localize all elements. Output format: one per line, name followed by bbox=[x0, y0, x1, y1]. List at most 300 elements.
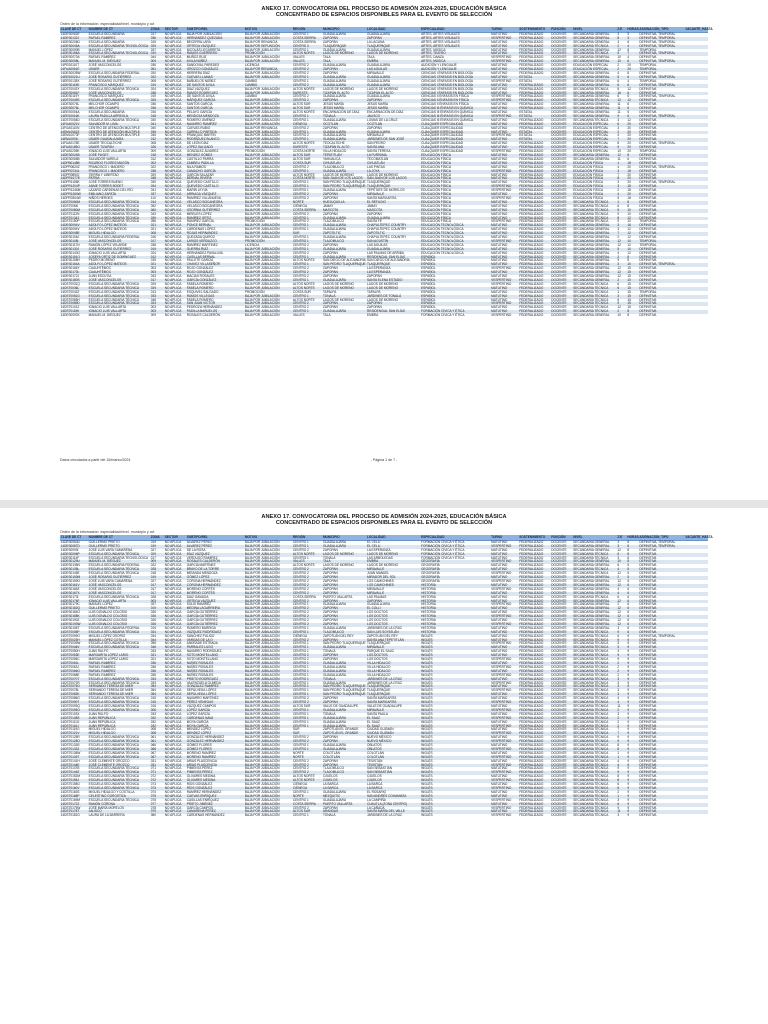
table-cell: JOSÉ ROSARIO GUTIÉRREZ bbox=[88, 78, 132, 83]
table-cell: ÁVILA NÚÑEZ bbox=[186, 60, 244, 64]
table-cell: NO APLICA bbox=[164, 810, 186, 814]
table-cell: BAJA POR JUBILACIÓN bbox=[244, 305, 280, 310]
table-cell: 15 bbox=[627, 274, 631, 279]
table-cell: CENTRO 2 bbox=[292, 578, 309, 583]
table-cell: MANUEL M. DIÉGUEZ bbox=[88, 313, 121, 318]
table-cell: MATUTINO bbox=[491, 662, 519, 666]
table-cell: NO APLICA bbox=[164, 563, 182, 568]
table-cell: 10 bbox=[617, 313, 621, 318]
table-cell: EDUCACIÓN TECNOLÓGICA bbox=[421, 227, 464, 232]
table-cell: 6 bbox=[617, 78, 620, 83]
table-cell: LAGOS DE MORENO bbox=[322, 172, 355, 177]
table-cell: VESPERTINO bbox=[491, 797, 512, 802]
table-cell: 009 bbox=[150, 60, 164, 64]
table-cell: DEFINITIVA bbox=[639, 750, 657, 755]
table-cell: PÉREZ VENEGAS bbox=[186, 701, 244, 705]
table-cell: DOCENTE bbox=[551, 94, 567, 99]
table-cell: MATUTINO bbox=[491, 84, 519, 88]
table-cell: ARTES, ARTES VISUALES bbox=[420, 45, 490, 49]
table-cell: DOCENTE bbox=[551, 646, 573, 650]
table-cell: 14DST0125R bbox=[60, 735, 80, 740]
table-cell: JESÚS MARÍA bbox=[366, 107, 420, 111]
table-cell: DEFINITIVA bbox=[639, 568, 685, 572]
table-cell: DEFINITIVA bbox=[639, 735, 657, 740]
table-cell: 3 bbox=[617, 555, 620, 560]
table-cell: ESCUELA SECUNDARIA TÉCNICA bbox=[88, 771, 150, 775]
table-cell: BAJA POR JUBILACIÓN bbox=[244, 310, 292, 314]
table-cell: MANUEL LÓPEZ bbox=[88, 602, 113, 607]
table-cell: MATUTINO bbox=[491, 39, 508, 44]
table-cell: VARGAS DE LA O bbox=[186, 639, 244, 643]
table-cell: PRIETO RODRÍGUEZ bbox=[186, 678, 244, 682]
table-cell: 14DST0046V bbox=[60, 646, 88, 650]
table-cell: SANTA MARGARITA bbox=[367, 696, 397, 701]
table-cell: 14DES0156A bbox=[60, 52, 88, 56]
table-cell: 14FUA0178E bbox=[60, 141, 80, 146]
table-cell: DEFINITIVA bbox=[639, 725, 685, 729]
table-cell: CENTRO 1 bbox=[292, 248, 322, 252]
table-cell: 20 bbox=[627, 63, 631, 68]
table-cell: BAJA POR JUBILACIÓN bbox=[244, 688, 280, 693]
table-cell: ESCUELA SECUNDARIA TECNOLÓGICA bbox=[88, 52, 150, 56]
table-cell: 033 bbox=[150, 678, 164, 682]
column-header: SECTOR bbox=[164, 27, 186, 32]
table-cell: NO APLICA bbox=[164, 266, 182, 271]
table-cell: LAS PALMAS DE ARRIBA bbox=[367, 250, 404, 255]
table-cell: DE SANTOS ÁVILA bbox=[186, 84, 244, 88]
table-cell: 8 bbox=[627, 256, 639, 260]
table-cell: DOCENTE bbox=[551, 39, 567, 44]
table-cell: ZAPOPAN bbox=[322, 571, 338, 576]
table-cell: FEDERALIZADO bbox=[519, 94, 544, 99]
table-cell: FEDERALIZADO bbox=[519, 571, 544, 576]
table-cell: CHAPULTEPEC COUNTRY bbox=[367, 227, 407, 232]
table-cell: TLAJOMULCO bbox=[322, 631, 366, 635]
table-cell: DOCENTE bbox=[551, 185, 573, 189]
table-cell: FEDERALIZADO bbox=[519, 701, 551, 705]
table-cell: GUADALAJARA bbox=[322, 235, 346, 240]
table-cell: 14DST0116J bbox=[60, 725, 88, 729]
table-cell: DEFINITIVA bbox=[639, 146, 685, 150]
table-cell: 14DST0108S bbox=[60, 717, 88, 721]
table-cell: SECUNDARIA TÉCNICA bbox=[573, 568, 617, 572]
table-row bbox=[60, 314, 708, 318]
table-cell: SECUNDARIA TÉCNICA bbox=[573, 813, 609, 818]
table-cell: 6 bbox=[627, 94, 630, 99]
table-cell: SECUNDARIA TÉCNICA bbox=[573, 810, 617, 814]
table-cell: ALTOS NORTE bbox=[292, 52, 322, 56]
table-cell: 9 bbox=[617, 654, 627, 658]
table-cell: MATUTINO bbox=[491, 86, 508, 91]
table-cell: BAJA POR JUBILACIÓN bbox=[244, 37, 292, 41]
table-cell: ESCUELA SECUNDARIA TÉCNICA bbox=[88, 740, 150, 744]
table-cell: GUADALAJARA bbox=[322, 646, 366, 650]
table-cell: EDUCACIÓN TECNOLÓGICA bbox=[420, 224, 490, 228]
table-cell: 029 bbox=[150, 281, 156, 286]
table-cell: DEFINITIVA bbox=[639, 797, 657, 802]
table-cell: VESPERTINO bbox=[491, 313, 512, 318]
table-cell: 14DST0066G bbox=[60, 670, 88, 674]
table-cell: 6 bbox=[617, 94, 620, 99]
table-cell: DEFINITIVA bbox=[639, 615, 685, 619]
table-cell: 14DES0093I bbox=[60, 547, 79, 552]
table-cell: 054 bbox=[150, 688, 156, 693]
table-cell: NO APLICA bbox=[164, 68, 186, 72]
table-cell: ESCUELA SECUNDARIA FEDERAL bbox=[88, 235, 140, 240]
table-cell: NO APLICA bbox=[164, 725, 186, 729]
table-cell: COLOTLÁN bbox=[366, 756, 420, 760]
table-cell: 14DST0042Z bbox=[60, 289, 80, 294]
table-cell: DEFINITIVA bbox=[639, 766, 657, 771]
table-cell: CASTILLO PARRA bbox=[186, 156, 214, 161]
table-cell: MIGUEL LÓPEZ OSORIO bbox=[88, 633, 126, 638]
table-cell: BAJA POR JUBILACIÓN bbox=[244, 610, 280, 615]
table-cell: 14DES0166Y bbox=[60, 266, 80, 271]
table-cell: LARIOS VERDUZCO bbox=[186, 240, 244, 244]
table-cell: DOCENTE bbox=[551, 696, 567, 701]
table-cell: LA LAGUNA bbox=[367, 39, 385, 44]
column-header: Z.E bbox=[617, 535, 627, 540]
table-cell: DOCENTE bbox=[551, 55, 567, 60]
table-cell: CAMARENA PÉREZ bbox=[186, 810, 244, 814]
table-cell: BAJA POR JUBILACIÓN bbox=[244, 607, 292, 611]
table-cell: ESCUELA SECUNDARIA TÉCNICA bbox=[88, 756, 150, 760]
table-cell: GUADALAJARA bbox=[322, 279, 366, 283]
table-cell: DOCENTE bbox=[551, 735, 567, 740]
table-cell: DOCENTE bbox=[551, 693, 573, 697]
table-cell: DOCENTE bbox=[551, 217, 573, 221]
table-cell: MIGUEL HIDALGO bbox=[88, 232, 150, 236]
table-cell: MÁRQUEZ GARCÍA bbox=[186, 99, 244, 103]
table-cell: OSORNIA GUTIÉRREZ bbox=[186, 209, 244, 213]
table-cell: ZAPOPAN bbox=[322, 125, 338, 130]
table-cell: VESPERTINO bbox=[491, 680, 512, 685]
table-cell: EDUCACIÓN FÍSICA bbox=[420, 170, 490, 174]
table-cell: 2 bbox=[617, 725, 627, 729]
table-cell: MATUTINO bbox=[491, 803, 519, 807]
table-cell: BERNAL RIVERA bbox=[186, 177, 244, 181]
column-header: ESPECIALIDAD bbox=[420, 27, 490, 32]
table-cell: FRANCISCO I. MADERO bbox=[88, 170, 150, 174]
table-cell: GEOGRAFÍA bbox=[420, 576, 490, 580]
table-cell: NO APLICA bbox=[164, 162, 186, 166]
table-cell: DOCENTE bbox=[551, 149, 567, 154]
table-cell: DOCENTE bbox=[551, 703, 567, 708]
table-cell: SECUNDARIA TÉCNICA bbox=[573, 297, 609, 302]
table-cell: 15 bbox=[627, 289, 631, 294]
table-cell: NO APLICA bbox=[164, 709, 186, 713]
table-cell: SECUNDARIA TÉCNICA bbox=[573, 289, 609, 294]
table-cell: NILA RAMOS bbox=[186, 164, 206, 169]
table-cell: NO APLICA bbox=[164, 149, 182, 154]
table-cell: 024 bbox=[150, 250, 156, 255]
table-cell: FORMACIÓN CÍVICA Y ÉTICA bbox=[420, 553, 490, 557]
table-cell: 036 bbox=[150, 672, 156, 677]
table-cell: 071 bbox=[150, 766, 156, 771]
table-cell: SECUNDARIA TÉCNICA bbox=[573, 693, 617, 697]
table-cell: SUR bbox=[292, 732, 322, 736]
table-cell: DOCENTE bbox=[551, 717, 573, 721]
table-cell: DEFINITIVA bbox=[639, 131, 685, 135]
table-cell: 15 bbox=[627, 287, 639, 291]
table-cell: DOCENTE bbox=[551, 164, 567, 169]
table-cell: BAÑUELOS NÚÑEZ bbox=[186, 78, 216, 83]
table-cell: EL CELLI bbox=[367, 539, 381, 544]
table-cell: MORENO RAMÍREZ bbox=[186, 750, 216, 755]
table-cell: 1 bbox=[617, 795, 627, 799]
table-cell: NUEVO MÉXICO bbox=[367, 735, 392, 740]
column-header: TURNO bbox=[491, 535, 519, 540]
table-cell: DOCENTE bbox=[551, 172, 567, 177]
table-cell: FEDERALIZADO bbox=[519, 623, 551, 627]
table-cell: FEDERALIZADO bbox=[519, 188, 544, 193]
table-cell: GUADALAJARA bbox=[322, 664, 346, 669]
table-cell: GUADALAJARA bbox=[367, 63, 391, 68]
table-cell: FEDERALIZADO bbox=[519, 672, 544, 677]
table-cell: ALTOS NORTE bbox=[292, 172, 315, 177]
table-cell: MATUTINO bbox=[491, 646, 519, 650]
table-cell: FEDERALIZADO bbox=[519, 563, 544, 568]
table-cell: CENTRO 2 bbox=[292, 242, 309, 247]
table-cell: 6 bbox=[627, 618, 630, 623]
table-cell: 9 bbox=[617, 766, 620, 771]
table-cell: 3 bbox=[617, 180, 620, 185]
table-cell: FEDERALIZADO bbox=[519, 289, 544, 294]
table-cell: DOCENTE bbox=[551, 740, 573, 744]
table-cell: TEPATITLÁN bbox=[322, 154, 366, 158]
table-cell: MASCOTA bbox=[322, 209, 366, 213]
table-cell: FEDERALIZADO bbox=[519, 170, 551, 174]
table-cell: ESPAÑOL bbox=[420, 279, 490, 283]
table-cell: 1 bbox=[617, 201, 627, 205]
table-cell: BAJA POR JUBILACIÓN bbox=[244, 203, 280, 208]
table-cell: SANTA MARGARITA bbox=[366, 701, 420, 705]
table-cell: ESTATAL bbox=[519, 133, 533, 138]
table-cell: BAJA POR JUBILACIÓN bbox=[244, 547, 280, 552]
table-cell: ESCUELA SECUNDARIA TÉCNICA bbox=[88, 117, 140, 122]
table-cell: DOCENTE bbox=[551, 47, 567, 52]
table-cell: ZAPOPAN bbox=[322, 592, 366, 596]
table-cell: SANTA ELENA ESTADIO bbox=[366, 279, 420, 283]
table-cell: 110 bbox=[150, 195, 156, 200]
table-cell: BAJA POR JUBILACIÓN bbox=[244, 156, 280, 161]
column-header: NOMBRE DE CT bbox=[88, 535, 150, 540]
table-cell: CENTRO 1 bbox=[292, 797, 309, 802]
table-cell: TEMPORAL bbox=[639, 242, 657, 247]
table-cell: CAMACHO GARCÍA bbox=[186, 170, 244, 174]
table-cell: BAJA POR JUBILACIÓN bbox=[244, 263, 292, 267]
table-cell: 9 bbox=[627, 649, 630, 654]
table-cell: EDUCACIÓN ESPECIAL bbox=[573, 138, 617, 142]
table-cell: 14DPR0734L bbox=[60, 170, 88, 174]
table-cell: 039 bbox=[150, 217, 164, 221]
table-cell: 12 bbox=[627, 250, 631, 255]
table-cell: 9 bbox=[627, 764, 639, 768]
table-cell: ESCUELA SECUNDARIA TÉCNICA bbox=[88, 217, 150, 221]
table-cell: VILLA HIDALGO bbox=[367, 672, 391, 677]
table-cell: GARCÍA GUTIÉRREZ bbox=[186, 623, 244, 627]
table-cell: VÁZQUEZ RODRÍGUEZ bbox=[186, 631, 244, 635]
table-cell: 9 bbox=[617, 771, 627, 775]
table-cell: 18 bbox=[627, 195, 631, 200]
table-cell: SECUNDARIA GENERAL bbox=[573, 37, 617, 41]
table-cell: INGLÉS bbox=[421, 672, 433, 677]
table-cell: SAN JUAN DE LOS LAGOS bbox=[366, 177, 420, 181]
table-cell: GUADALAJARA bbox=[367, 31, 391, 36]
table-cell: DEFINITIVA bbox=[639, 201, 685, 205]
table-cell: SECUNDARIA TÉCNICA bbox=[573, 631, 617, 635]
table-cell: DEFINITIVA bbox=[639, 701, 685, 705]
table-cell: 008 bbox=[150, 732, 164, 736]
table-cell: FEDERALIZADO bbox=[519, 313, 544, 318]
table-cell: ESPAÑOL bbox=[420, 295, 490, 299]
table-cell: NO APLICA bbox=[164, 672, 182, 677]
table-cell: CENTRO 2 bbox=[292, 592, 322, 596]
table-cell: 9 bbox=[627, 748, 639, 752]
table-cell: 6 bbox=[627, 594, 630, 599]
table-cell: BAJA POR JUBILACIÓN bbox=[244, 680, 280, 685]
table-cell: DEFINITIVA bbox=[639, 631, 685, 635]
table-cell: VESPERTINO bbox=[491, 266, 512, 271]
table-cell: CIENCIAS III ÉNFASIS EN QUÍMICA bbox=[421, 110, 474, 115]
document-page-1 bbox=[60, 0, 713, 498]
table-cell: RAMÓN LÓPEZ VELARDE bbox=[88, 242, 128, 247]
table-cell: NO APLICA bbox=[164, 185, 186, 189]
table-cell: 9 bbox=[627, 646, 639, 650]
table-cell: 060 bbox=[150, 209, 164, 213]
table-cell: DOCENTE bbox=[551, 633, 567, 638]
table-cell: CENTRO DE ATENCIÓN MÚLTIPLE bbox=[88, 131, 150, 135]
table-cell: LUIS DONALDO COLOSIO bbox=[88, 615, 150, 619]
table-cell: CENTRO 2 bbox=[292, 250, 309, 255]
table-cell: HERNÁNDEZ PAVALUVA bbox=[186, 250, 223, 255]
table-cell: 021 bbox=[150, 227, 156, 232]
table-cell: CASILLAS BERNAL bbox=[186, 256, 244, 260]
table-cell: MATUTINO bbox=[491, 235, 508, 240]
table-cell: SAN PEDRO bbox=[367, 141, 386, 146]
table-cell: INGLÉS bbox=[421, 727, 433, 732]
table-cell: 14DES0138L bbox=[60, 568, 88, 572]
table-cell: SAN JUAN DE LOS LAGOS bbox=[322, 177, 366, 181]
table-cell: DOCENTE bbox=[551, 125, 567, 130]
table-cell: BAJA POR JUBILACIÓN bbox=[244, 539, 280, 544]
table-cell: MIRAVALLE bbox=[367, 586, 385, 591]
table-cell: JUAN REPÚBLICA bbox=[88, 719, 116, 724]
table-cell: GUADALAJARA bbox=[322, 217, 366, 221]
table-cell: FEDERALIZADO bbox=[519, 211, 544, 216]
table-cell: SAN SEBASTIÁN bbox=[367, 766, 392, 771]
table-cell: INGLÉS bbox=[421, 758, 433, 763]
table-cell: DEFINITIVA bbox=[639, 295, 685, 299]
table-cell: 12 bbox=[617, 623, 627, 627]
table-cell: FEDERALIZADO bbox=[519, 732, 551, 736]
table-cell: BAJA POR RENUNCIA bbox=[244, 39, 278, 44]
table-cell: 3 bbox=[617, 693, 627, 697]
table-cell: BAJA POR JUBILACIÓN bbox=[244, 701, 292, 705]
table-cell: ESPAÑOL bbox=[420, 302, 490, 306]
table-cell: NIÑOS HÉROES bbox=[88, 195, 113, 200]
table-cell: SECUNDARIA TÉCNICA bbox=[573, 789, 609, 794]
table-cell: JARDINES DE SAN JOSÉ bbox=[366, 138, 420, 142]
table-cell: 003 bbox=[150, 266, 156, 271]
table-cell: IGNACIO LUIS VALLARTA bbox=[88, 250, 127, 255]
table-cell: MACIAS ROSALES bbox=[186, 274, 215, 279]
table-cell: LOS DOCTOS bbox=[367, 657, 388, 662]
table-cell: MENDEZ GÓMEZ bbox=[186, 154, 244, 158]
table-cell: FABELA ROMERO bbox=[186, 287, 244, 291]
table-cell: ALTOS NORTE bbox=[292, 779, 322, 783]
table-cell: DEFINITIVA bbox=[639, 256, 685, 260]
table-cell: ESCUELA SECUNDARIA TÉCNICA bbox=[88, 750, 140, 755]
table-cell: 027 bbox=[150, 547, 156, 552]
table-cell: NO APLICA bbox=[164, 646, 186, 650]
table-cell: DOCENTE bbox=[551, 177, 573, 181]
table-cell: VESPERTINO bbox=[491, 78, 512, 83]
table-cell: 9 bbox=[617, 211, 620, 216]
table-cell: DOCENTE bbox=[551, 631, 573, 635]
table-cell: GUADALAJARA bbox=[322, 224, 366, 228]
table-cell: INGLÉS bbox=[421, 782, 433, 787]
table-cell: NO APLICA bbox=[164, 555, 182, 560]
table-cell: BAJA POR JUBILACIÓN bbox=[244, 258, 280, 263]
table-cell: CIENCIAS II ÉNFASIS EN FÍSICA bbox=[421, 102, 469, 107]
table-cell: 036 bbox=[150, 63, 156, 68]
table-cell: SECUNDARIA TÉCNICA bbox=[573, 750, 609, 755]
table-cell: 12 bbox=[627, 227, 631, 232]
table-cell: DOCENTE bbox=[551, 297, 567, 302]
table-cell: SECUNDARIA GENERAL bbox=[573, 313, 610, 318]
table-cell: TONALÁ bbox=[322, 295, 366, 299]
table-cell: FEDERALIZADO bbox=[519, 84, 551, 88]
table-cell: 8 bbox=[627, 203, 630, 208]
table-cell: DEFINITIVA bbox=[639, 670, 685, 674]
table-cell: NO APLICA bbox=[164, 545, 186, 549]
table-cell: CIENCIAS III ÉNFASIS EN QUÍMICA bbox=[421, 117, 474, 122]
table-cell: BAJA POR JUBILACIÓN bbox=[244, 727, 280, 732]
table-cell: 3 bbox=[617, 117, 620, 122]
table-cell: 9 bbox=[627, 711, 630, 716]
table-cell: ZAPOPAN bbox=[322, 211, 338, 216]
table-cell: 032 bbox=[150, 719, 156, 724]
table-cell: BAJA POR JUBILACIÓN bbox=[244, 224, 292, 228]
table-cell: ESPAÑOL bbox=[421, 297, 436, 302]
table-cell: 14EES0004A bbox=[60, 110, 80, 115]
table-cell: DEFINITIVA bbox=[639, 623, 685, 627]
table-cell: ALTOS NORTE bbox=[292, 774, 315, 779]
table-cell: BAJA POR JUBILACIÓN bbox=[244, 810, 292, 814]
table-cell: DOCENTE bbox=[551, 641, 567, 646]
table-cell: 9 bbox=[627, 771, 639, 775]
table-cell: ARIAS PLASCENCIA bbox=[186, 758, 217, 763]
table-cell: 1 bbox=[617, 756, 627, 760]
table-cell: SECUNDARIA TÉCNICA bbox=[573, 553, 617, 557]
table-cell: DOCENTE bbox=[551, 256, 573, 260]
table-cell: SECUNDARIA TÉCNICA bbox=[573, 696, 609, 701]
column-header: NOMBRE DE CT bbox=[88, 27, 150, 32]
table-cell: HISTORIA bbox=[420, 631, 490, 635]
table-cell: 14DST0086G bbox=[60, 696, 80, 701]
table-cell: 14DES0094V bbox=[60, 227, 80, 232]
table-cell: YAHUALICA bbox=[322, 156, 341, 161]
table-cell: 2 bbox=[617, 717, 627, 721]
table-cell: BAJA POR JUBILACIÓN bbox=[244, 743, 280, 748]
table-cell: SECUNDARIA TÉCNICA bbox=[573, 555, 609, 560]
table-cell: CUALQUIER ESPECIALIDAD bbox=[421, 133, 464, 138]
table-cell: CUAUHTÉMOC bbox=[88, 266, 112, 271]
table-cell: DEFINITIVA bbox=[639, 177, 685, 181]
table-cell: IGNACIO LUIS VALLARTA bbox=[88, 310, 150, 314]
table-cell: VESPERTINO bbox=[491, 672, 512, 677]
